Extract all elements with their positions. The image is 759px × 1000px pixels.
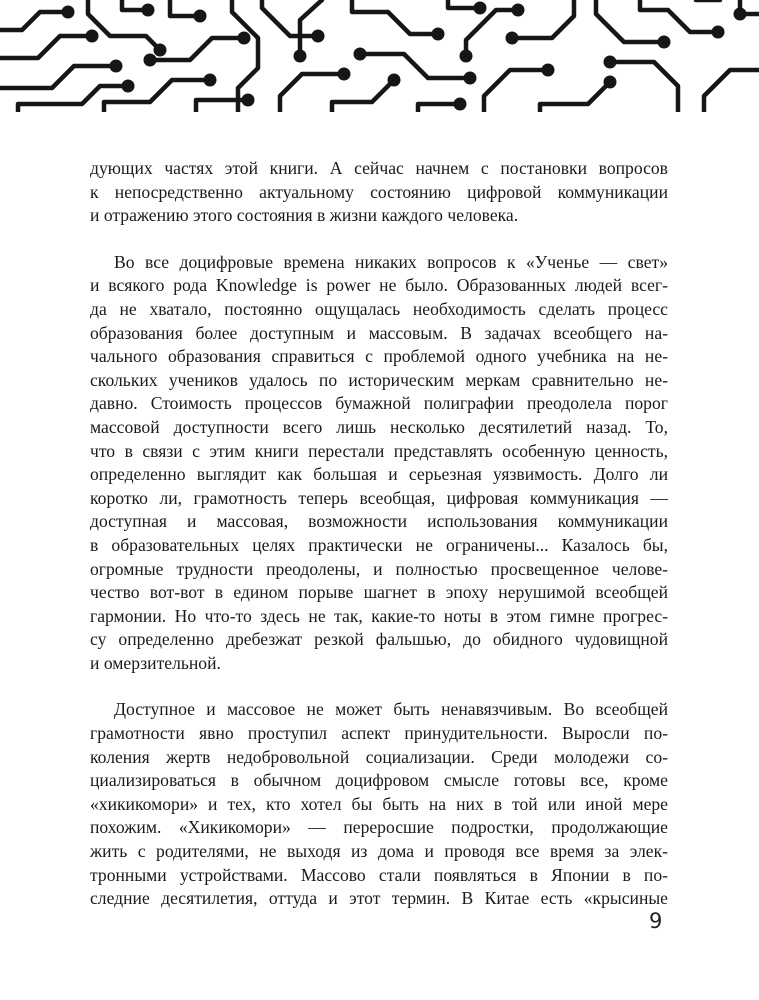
circuit-pattern-header [0,0,759,112]
text-line: тронными устройствами. Массово стали появляться в Японии в по- [90,864,668,885]
text-line: и всякого рода Knowledge is power не было. Образованных людей всег- [90,275,668,296]
text-line: определенно выглядит как большая и серьезная уязвимость. Долго ли [90,464,668,485]
text-line: Доступное и массовое не может быть ненавязчивым. Во всеобщей [114,699,668,720]
page-number: 9 [649,909,663,933]
text-line: в образовательных целях практически не ограничены... Казалось бы, [90,534,668,555]
text-line: коротко ли, грамотность теперь всеобщая, цифровая коммуникация — [90,487,668,508]
text-line: Во все доцифровые времена никаких вопросов к «Ученье — свет» [114,251,668,272]
text-line: и омерзительной. [90,652,221,673]
text-line: дующих частях этой книги. А сейчас начнем с постановки вопросов [90,158,668,178]
text-line: образования более доступным и массовым. В задачах всеобщего на- [90,322,668,343]
text-line: чество вот-вот в едином порыве шагнет в эпоху нерушимой всеобщей [90,582,668,603]
text-line: гармонии. Но что-то здесь не так, какие-то ноты в этом гимне прогрес- [90,605,668,626]
paragraph-2 [90,251,668,676]
text-line: массовой доступности всего лишь несколько десятилетий назад. То, [90,416,668,437]
text-line: к непосредственно актуальному состоянию цифровой коммуникации [90,181,668,202]
text-line: грамотности явно проступил аспект принудительности. Выросли по- [90,723,668,744]
text-line: жить с родителями, не выходя из дома и проводя все время за элек- [90,841,668,862]
page-body-text [90,157,668,911]
paragraph-3 [90,698,668,910]
text-line: доступная и массовая, возможности использования коммуникации [90,511,668,532]
text-line: коления жертв недобровольной социализации. Среди молодежи со- [90,746,668,767]
text-line: и отражению этого состояния в жизни каждого человека. [90,205,519,226]
text-line: следние десятилетия, оттуда и этот термин. В Китае есть «крысиные [90,888,668,909]
text-line: чального образования справиться с проблемой одного учебника на не- [90,346,668,367]
text-line: «хикикомори» и тех, кто хотел бы быть на них в той или иной мере [90,793,668,814]
text-line: что в связи с этим книги перестали представлять особенную ценность, [90,440,668,461]
text-line: похожим. «Хикикомори» — переросшие подростки, продолжающие [90,817,668,838]
text-line: огромные трудности преодолены, и полностью просвещенное челове- [90,558,668,579]
text-line: циализироваться в обычном доцифровом смысле готовы все, кроме [90,770,668,791]
text-line: да не хватало, постоянно ощущалась необходимость сделать процесс [90,298,668,319]
text-line: давно. Стоимость процессов бумажной полиграфии преодолела порог [90,393,668,414]
text-line: скольких учеников удалось по историческим меркам сравнительно не- [90,369,668,390]
paragraph-1 [90,157,668,228]
text-line: су определенно дребезжат резкой фальшью, до обидного чудовищной [90,629,668,650]
